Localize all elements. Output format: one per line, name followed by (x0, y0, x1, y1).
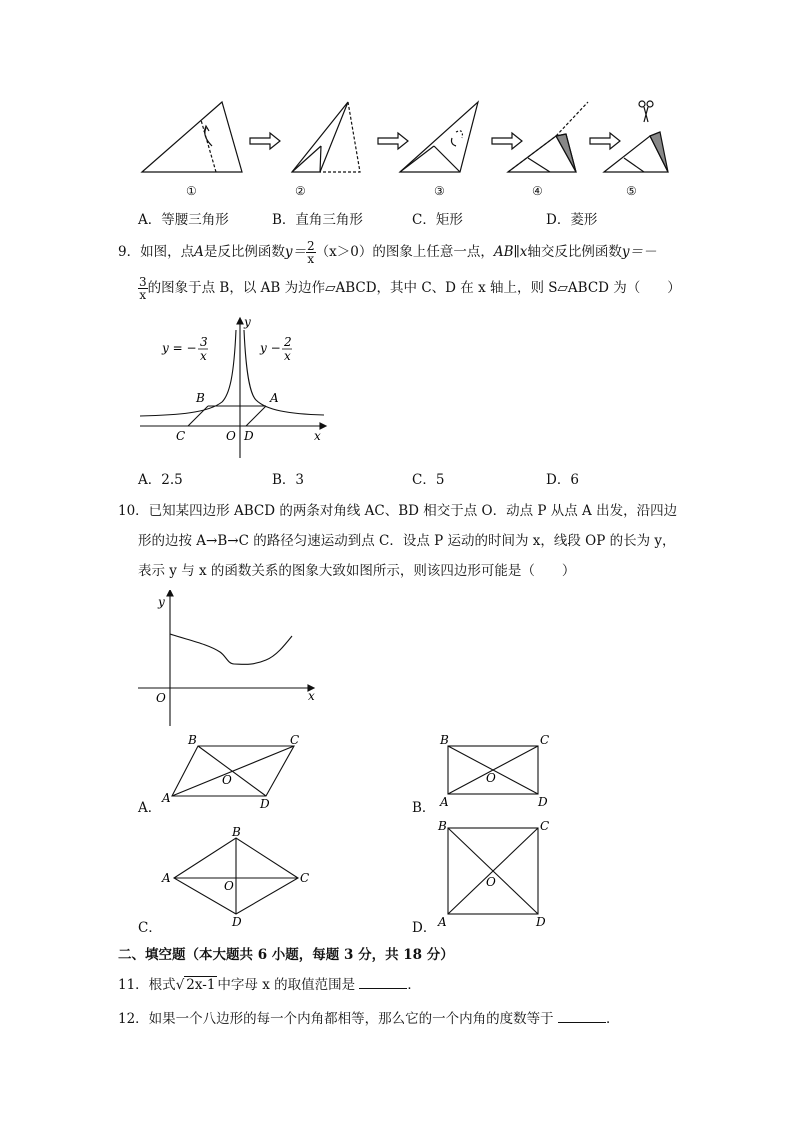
q10-graph-o: O (156, 691, 166, 705)
q9-left-num: 3 (200, 335, 208, 349)
q10-graph-x: x (308, 689, 315, 703)
step-label-1: ① (186, 184, 197, 198)
q9-right-num: 2 (284, 335, 292, 349)
step-label-3: ③ (434, 184, 445, 198)
svg-text:A: A (162, 791, 171, 805)
section-2-title: 二、填空题（本大题共 6 小题，每题 3 分，共 18 分） (118, 947, 454, 963)
svg-text:B: B (188, 733, 197, 747)
q10-graph (138, 590, 328, 730)
q9-y-axis-label: y (244, 315, 251, 329)
q9-option-c[interactable]: C．5 (412, 472, 445, 488)
q10-option-d[interactable]: D． (412, 920, 437, 936)
arrow-2 (378, 133, 408, 149)
fold-step-3 (400, 102, 478, 172)
svg-text:B: B (440, 733, 449, 747)
svg-text:O: O (486, 771, 496, 785)
svg-text:C: C (290, 733, 300, 747)
svg-text:A: A (162, 871, 171, 885)
q11: 11．根式√ 2x-1 中字母 x 的取值范围是 ． (118, 977, 421, 993)
q9-point-O: O (226, 429, 236, 443)
fold-step-1 (142, 102, 242, 172)
q9-fraction-3x: $\frac{3}{x}$ (139, 275, 147, 302)
q12-answer-blank[interactable] (558, 1010, 606, 1023)
q9-option-a[interactable]: A．2.5 (138, 472, 183, 488)
q11-answer-blank[interactable] (359, 976, 407, 989)
step-label-2: ② (295, 184, 306, 198)
q8-option-a[interactable]: A．等腰三角形 (138, 212, 229, 228)
q10-shape-c[interactable] (158, 826, 318, 930)
fold-step-4 (508, 102, 588, 172)
svg-text:O: O (222, 773, 232, 787)
step-label-4: ④ (532, 184, 543, 198)
q10-option-a[interactable]: A． (138, 800, 162, 816)
svg-text:C: C (540, 819, 550, 833)
svg-text:A: A (438, 915, 447, 929)
q8-option-d[interactable]: D．菱形 (546, 212, 598, 228)
svg-text:B: B (438, 819, 447, 833)
arrow-1 (250, 133, 280, 149)
arrow-3 (492, 133, 522, 149)
q9-point-D: D (244, 429, 254, 443)
svg-text:D: D (536, 915, 546, 929)
q10-shape-b[interactable] (436, 732, 556, 812)
q9-x-axis-label: x (314, 429, 321, 443)
svg-text:D: D (260, 797, 270, 811)
q9-option-b[interactable]: B．3 (272, 472, 305, 488)
q9-graph (138, 314, 338, 464)
svg-text:D: D (232, 915, 242, 929)
q9-point-C: C (176, 429, 186, 443)
q10-shape-d[interactable] (436, 818, 556, 930)
q9-left-formula: y = − (162, 341, 197, 355)
q9-right-den: x (284, 349, 291, 363)
q9-option-d[interactable]: D．6 (546, 472, 579, 488)
q9-right-formula: y − (260, 341, 281, 355)
q10-option-c[interactable]: C． (138, 920, 162, 936)
q8-option-b[interactable]: B．直角三角形 (272, 212, 363, 228)
svg-text:O: O (224, 879, 234, 893)
q10-option-b[interactable]: B． (412, 800, 436, 816)
q8-folding-figures (138, 96, 678, 206)
svg-text:C: C (540, 733, 550, 747)
q10-line1: 10．已知某四边形 ABCD 的两条对角线 AC、BD 相交于点 O．动点 P 从点 A 出发，沿四边 (118, 503, 678, 519)
q11-radicand: 2x-1 (186, 977, 216, 993)
svg-text:B: B (232, 826, 241, 839)
svg-text:A: A (440, 795, 449, 809)
fold-step-2 (292, 102, 360, 172)
q10-graph-y: y (158, 595, 165, 609)
q9-left-den: x (200, 349, 207, 363)
q10-line3: 表示 y 与 x 的函数关系的图象大致如图所示，则该四边形可能是（ ） (138, 563, 576, 579)
arrow-4 (590, 133, 620, 149)
q8-option-c[interactable]: C．矩形 (412, 212, 463, 228)
q9-fraction-2x: $\frac{2}{x}$ (306, 239, 315, 266)
step-label-5: ⑤ (626, 184, 637, 198)
q12: 12．如果一个八边形的每一个内角都相等，那么它的一个内角的度数等于 ． (118, 1011, 620, 1027)
sqrt-sign: √ (175, 977, 185, 993)
q9-line2: $\frac{3}{x}$ 的图象于点 B，以 AB 为边作▱ABCD，其中 C、D 在 x 轴上，则 S▱ABCD 为（ ） (139, 275, 681, 302)
q10-line2: 形的边按 A→B→C 的路径匀速运动到点 C．设点 P 运动的时间为 x，线段 OP 的长为 y， (138, 533, 676, 549)
svg-text:D: D (538, 795, 548, 809)
svg-text:C: C (300, 871, 310, 885)
q9-line1: 9．如图，点A是反比例函数y＝ $\frac{2}{x}$ （x＞0）的图象上任意一点，AB∥x轴交反比例函数y＝－ (118, 239, 657, 266)
svg-text:O: O (486, 875, 496, 889)
q9-point-A: A (270, 391, 279, 405)
q9-point-B: B (196, 391, 205, 405)
q10-shape-a[interactable] (154, 732, 314, 812)
